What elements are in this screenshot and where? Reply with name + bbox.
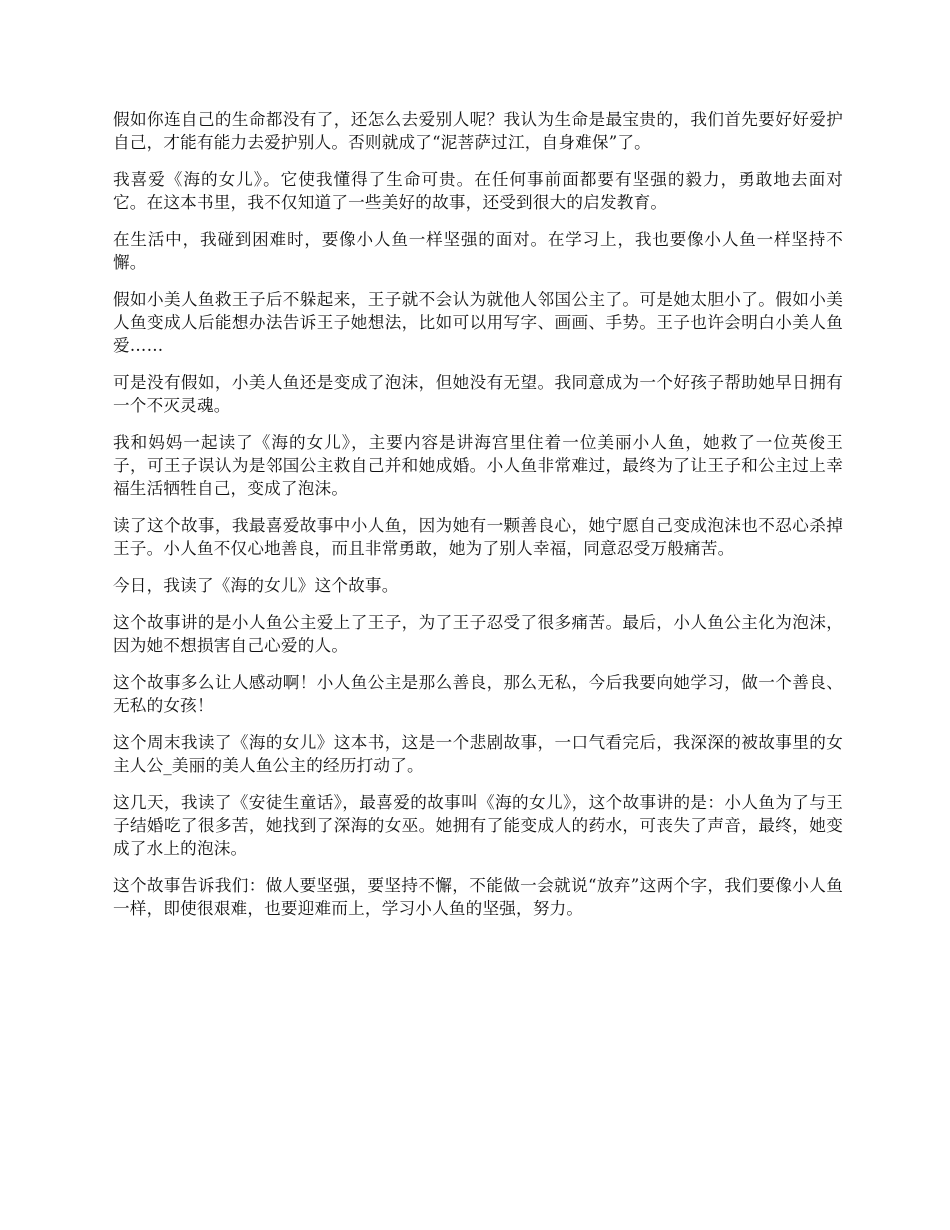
document-body (113, 108, 843, 934)
paragraph-1: 假如你连自己的生命都没有了，还怎么去爱别人呢？我认为生命是最宝贵的，我们首先要好好爱护自己，才能有能力去爱护别人。否则就成了“泥菩萨过江，自身难保”了。 (113, 110, 843, 152)
paragraph-12: 这几天，我读了《安徒生童话》，最喜爱的故事叫《海的女儿》，这个故事讲的是：小人鱼为了与王子结婚吃了很多苦，她找到了深海的女巫。她拥有了能变成人的药水，可丧失了声音，最终，她变成了水上的泡沫。 (113, 793, 843, 858)
paragraph-4: 假如小美人鱼救王子后不躲起来，王子就不会认为就他人邻国公主了。可是她太胆小了。假如小美人鱼变成人后能想办法告诉王子她想法，比如可以用写字、画画、手势。王子也许会明白小美人鱼爱…… (113, 290, 843, 355)
paragraph-3: 在生活中，我碰到困难时，要像小人鱼一样坚强的面对。在学习上，我也要像小人鱼一样坚持不懈。 (113, 230, 843, 272)
paragraph-10: 这个故事多么让人感动啊！小人鱼公主是那么善良，那么无私，今后我要向她学习，做一个善良、无私的女孩！ (113, 673, 843, 715)
paragraph-13: 这个故事告诉我们：做人要坚强，要坚持不懈，不能做一会就说“放弃”这两个字，我们要像小人鱼一样，即使很艰难，也要迎难而上，学习小人鱼的坚强，努力。 (113, 876, 843, 918)
paragraph-11: 这个周末我读了《海的女儿》这本书，这是一个悲剧故事，一口气看完后，我深深的被故事里的女主人公_美丽的美人鱼公主的经历打动了。 (113, 733, 843, 775)
paragraph-2: 我喜爱《海的女儿》。它使我懂得了生命可贵。在任何事前面都要有坚强的毅力，勇敢地去面对它。在这本书里，我不仅知道了一些美好的故事，还受到很大的启发教育。 (113, 170, 843, 212)
paragraph-8: 今日，我读了《海的女儿》这个故事。 (113, 576, 399, 595)
paragraph-5: 可是没有假如，小美人鱼还是变成了泡沫，但她没有无望。我同意成为一个好孩子帮助她早日拥有一个不灭灵魂。 (113, 373, 843, 415)
paragraph-7: 读了这个故事，我最喜爱故事中小人鱼，因为她有一颗善良心，她宁愿自己变成泡沫也不忍心杀掉王子。小人鱼不仅心地善良，而且非常勇敢，她为了别人幸福，同意忍受万般痛苦。 (113, 516, 843, 558)
paragraph-6: 我和妈妈一起读了《海的女儿》，主要内容是讲海宫里住着一位美丽小人鱼，她救了一位英俊王子，可王子误认为是邻国公主救自己并和她成婚。小人鱼非常难过，最终为了让王子和公主过上幸福生活牺牲自己，变成了泡沫。 (113, 433, 843, 498)
paragraph-9: 这个故事讲的是小人鱼公主爱上了王子，为了王子忍受了很多痛苦。最后，小人鱼公主化为泡沫，因为她不想损害自己心爱的人。 (113, 613, 843, 655)
